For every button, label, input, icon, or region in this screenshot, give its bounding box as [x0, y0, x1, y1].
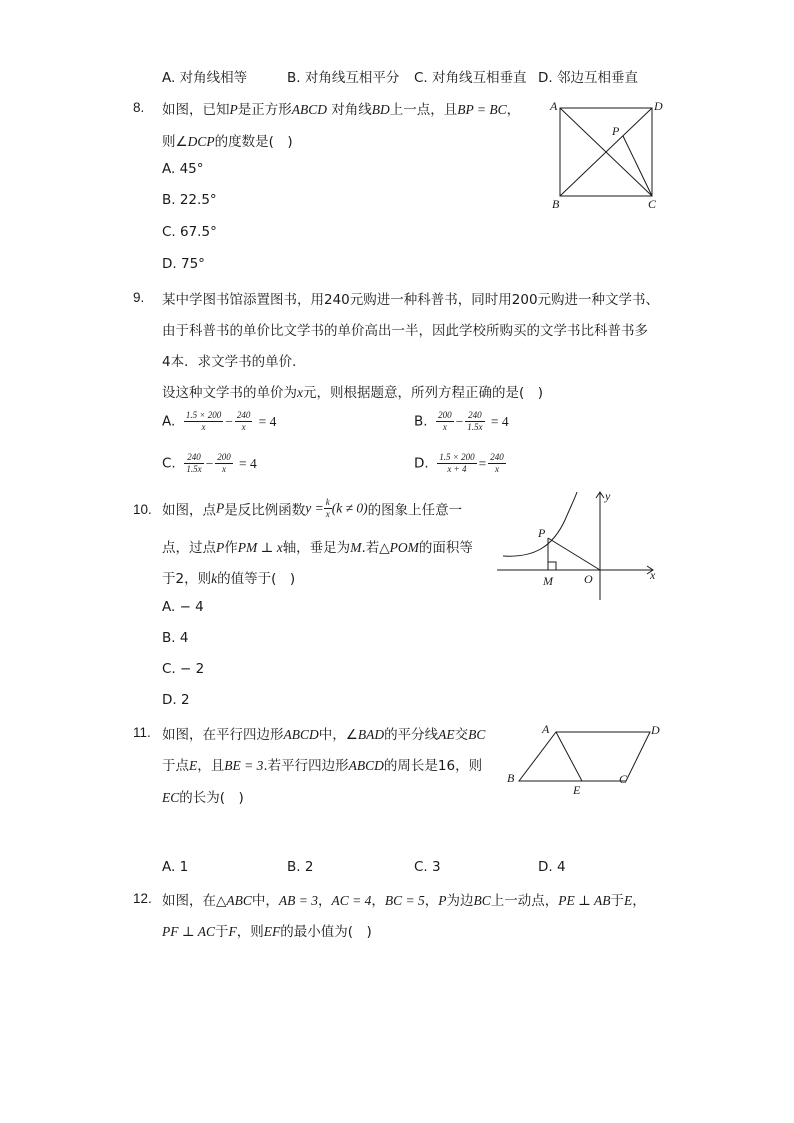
q11-parallelogram-figure [500, 720, 670, 800]
q8-option-a: A. 45° [162, 161, 204, 177]
q7-option-c: C. 对角线互相垂直 [414, 70, 527, 86]
q10-option-a: A. − 4 [162, 599, 204, 615]
q8-option-b: B. 22.5° [162, 192, 217, 208]
label-b: B [552, 197, 560, 211]
label-a: A [550, 99, 558, 113]
q9-stem-line2: 由于科普书的单价比文学书的单价高出一半，因此学校所购买的文学书比科普书多 [162, 323, 648, 339]
q11-option-d: D. 4 [538, 859, 566, 875]
label-d: D [651, 723, 660, 737]
label-m: M [543, 574, 553, 588]
bisector-ae [556, 732, 582, 781]
q8-stem-line2: 则∠DCP的度数是( ) [162, 134, 293, 150]
label-y: y [605, 489, 611, 503]
q10-number: 10. [133, 502, 152, 517]
segment-pc [623, 136, 652, 196]
label-a: A [542, 722, 550, 736]
q9-stem-line3: 4本．求文学书的单价． [162, 354, 306, 370]
q11-stem-line1: 如图，在平行四边形ABCD中，∠BAD的平分线AE交BC [162, 727, 486, 743]
label-c: C [619, 772, 628, 786]
label-p: P [538, 526, 546, 540]
q12-stem-line1: 如图，在△ABC中，AB = 3，AC = 4，BC = 5，P为边BC上一动点，PE ⊥ AB于E， [162, 893, 646, 909]
q7-option-d: D. 邻边互相垂直 [538, 70, 638, 86]
q11-option-a: A. 1 [162, 859, 189, 875]
q7-option-b: B. 对角线互相平分 [287, 70, 400, 86]
q10-stem-line3: 于2，则k的值等于( ) [162, 571, 296, 587]
q10-option-d: D. 2 [162, 692, 190, 708]
q9-stem-line1: 某中学图书馆添置图书，用240元购进一种科普书，同时用200元购进一种文学书、 [162, 292, 660, 308]
q7-option-a: A. 对角线相等 [162, 70, 248, 86]
q9-stem-line4: 设这种文学书的单价为x元，则根据题意，所列方程正确的是( ) [162, 385, 544, 401]
q11-option-c: C. 3 [414, 859, 441, 875]
label-c: C [648, 197, 657, 211]
q8-square-figure [540, 98, 670, 213]
q10-hyperbola-figure [495, 488, 665, 608]
q8-option-d: D. 75° [162, 256, 205, 272]
q11-stem-line2: 于点E，且BE = 3.若平行四边形ABCD的周长是16，则 [162, 758, 483, 774]
label-d: D [654, 99, 663, 113]
q11-stem-line3: EC的长为( ) [162, 790, 244, 806]
q8-stem-line1: 如图，已知P是正方形ABCD 对角线BD上一点，且BP = BC， [162, 102, 521, 118]
parallelogram-abcd [519, 732, 650, 781]
q9-option-a: A. $\frac{1.5 \times 200}{x}$ − $\frac{240}{x}$ = 4 [162, 410, 277, 432]
q11-number: 11. [133, 725, 151, 740]
label-p: P [612, 124, 620, 138]
hyperbola-curve [503, 492, 577, 556]
q9-option-b: B. $\frac{200}{x}$ − $\frac{240}{1.5x}$ = 4 [414, 410, 509, 432]
q10-stem-line2: 点，过点P作PM ⊥ x轴，垂足为M.若△POM的面积等 [162, 540, 473, 556]
label-x: x [650, 568, 656, 582]
q9-number: 9. [133, 290, 145, 305]
right-angle-mark [548, 562, 556, 570]
q9-option-d: D. $\frac{1.5 \times 200}{x + 4}$ = $\frac{240}{x}$ [414, 452, 504, 474]
label-b: B [507, 771, 515, 785]
q8-number: 8. [133, 100, 145, 115]
q10-stem-line1: 如图，点P是反比例函数y = $\frac{k}{x}$ (k ≠ 0)的图象上任意一 [162, 497, 463, 519]
q9-option-c: C. $\frac{240}{1.5x}$ − $\frac{200}{x}$ = 4 [162, 452, 257, 474]
q8-option-c: C. 67.5° [162, 224, 217, 240]
q10-option-b: B. 4 [162, 630, 189, 646]
q10-option-c: C. − 2 [162, 661, 205, 677]
q12-stem-line2: PF ⊥ AC于F，则EF的最小值为( ) [162, 924, 372, 940]
q12-number: 12. [133, 891, 152, 906]
q11-option-b: B. 2 [287, 859, 314, 875]
label-o: O [584, 572, 593, 586]
label-e: E [573, 783, 581, 797]
